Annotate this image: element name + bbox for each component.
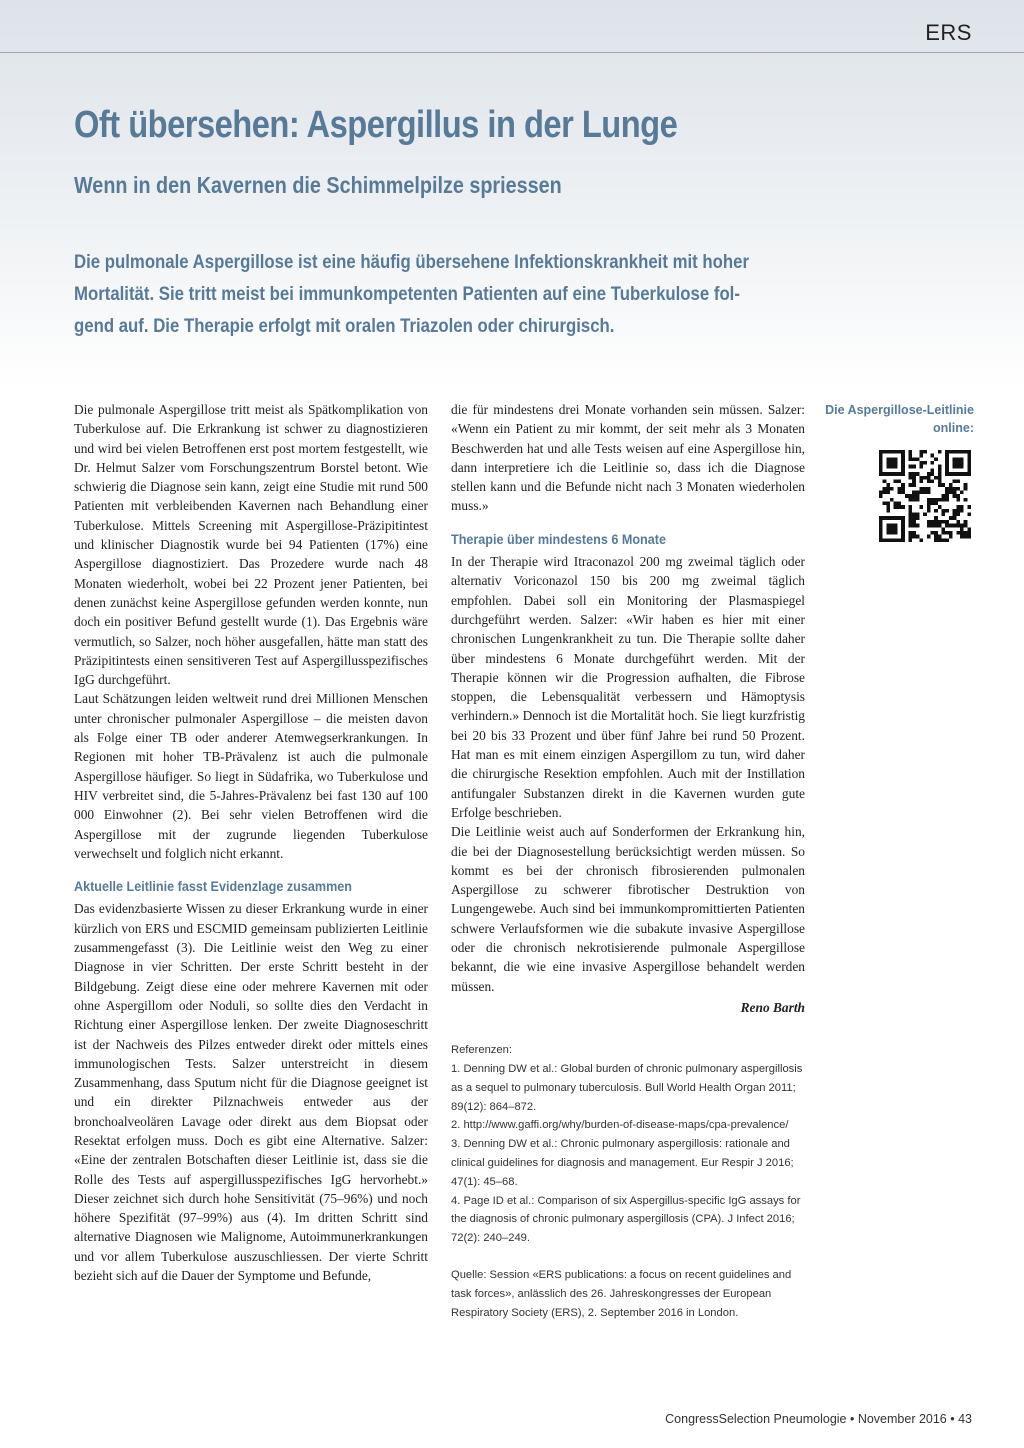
body-paragraph: die für mindestens drei Monate vorhanden sein müssen. Salzer: «Wenn ein Patient zu mir kommt, der seit mehr als 3 Monaten Beschwerden hat und alle Tests weisen auf eine Aspergillose hin, dann interpretiere ich die Leitlinie so, dass ich die Diagnose stellen kann und die Befunde nicht nach 3 Monaten wiederholen muss.» (451, 402, 805, 514)
body-paragraph: Das evidenzbasierte Wissen zu dieser Erkrankung wurde in einer kürzlich von ERS und ESCMID gemeinsam publizierten Leitlinie zusammengefasst (3). Die Leitlinie weist den Weg zu einer Diagnose in vier Schritten. Der erste Schritt besteht in der Bildgebung. Zeigt diese eine oder mehrere Kavernen mit oder ohne Aspergillom oder Noduli, so sollte dies den Verdacht in Richtung einer Aspergillose lenken. Der zweite Diagnoseschritt ist der Nachweis des Pilzes entweder direkt oder mittels eines immunologischen Tests. Salzer unterstreicht in diesem Zusammenhang, dass Sputum nicht für die Diagnose geeignet ist und ein direkter Pilznachweis entweder aus der bronchoalveolären Lavage oder direkt aus dem Biopsat oder Resektat erfolgen muss. Doch es gibt eine Alternative. Salzer: «Eine der zentralen Botschaften dieser Leitlinie ist, dass sie die Rolle des Tests auf aspergillusspezifisches IgG hervorhebt.» Dieser zeichnet sich durch hohe Sensitivität (75–96%) und noch höhere Spezifität (97–99%) aus (4). Im dritten Schritt sind alternative Diagnosen wie Malignome, Autoimmunerkrankungen und vor allem Tuberkulose auszuschliessen. Der vierte Schritt bezieht sich auf die Dauer der Symptome und Befunde, (74, 901, 428, 1284)
article-subtitle: Wenn in den Kavernen die Schimmelpilze spriessen (74, 172, 562, 198)
qr-code-icon[interactable] (879, 450, 971, 542)
page-footer: CongressSelection Pneumologie • November 2016 • 43 (665, 1412, 972, 1426)
lead-line: Die pulmonale Aspergillose ist eine häufig übersehene Infektionskrankheit mit hoher (74, 251, 749, 273)
body-paragraph: Die pulmonale Aspergillose tritt meist als Spätkomplikation von Tuberkulose auf. Die Erkrankung ist schwer zu diagnostizieren und wird bei vielen Betroffenen erst post mortem festgestellt, wie Dr. Helmut Salzer vom Forschungszentrum Borstel betont. Wie schwierig die Diagnose sein kann, zeigt eine Studie mit rund 500 Patienten mit verbleibenden Kavernen nach Behandlung einer Tuberkulose. Mittels Screening mit Aspergillose-Präzipitintest und klinischer Diagnostik wurde bei 94 Patienten (17%) eine Aspergillose diagnostiziert. Das Prozedere wurde nach 48 Monaten wiederholt, wobei bei 22 Prozent jener Patienten, bei denen zunächst keine Aspergillose gefunden werden konnte, nun doch ein positiver Befund gestellt wurde (1). Das Ergebnis wäre vermutlich, so Salzer, noch höher ausgefallen, hätte man statt des Präzipitintests einen sensitiveren Test auf Aspergillusspezifisches IgG durchgeführt. (74, 402, 428, 688)
body-paragraph: In der Therapie wird Itraconazol 200 mg zweimal täglich oder alternativ Voriconazol 150 bis 200 mg zweimal täglich empfohlen. Dabei soll ein Monitoring der Plasmaspiegel durchgeführt werden. Salzer: «Wir haben es hier mit einer chronischen Lungenkrankheit zu tun. Die Therapie sollte daher über mindestens 6 Monate durchgeführt werden. Mit der Therapie können wir die Progression aufhalten, die Fibrose stoppen, die Lebensqualität verbessern und Hämoptysis verhindern.» Dennoch ist die Mortalität hoch. Sie liegt kurzfristig bei 20 bis 33 Prozent und über fünf Jahre bei rund 50 Prozent. Hat man es mit einem einzigen Aspergillom zu tun, wird daher die chirurgische Resektion empfohlen. Auch mit der Instillation antifungaler Substanzen direkt in die Kavernen wurden gute Erfolge beschrieben. (451, 554, 805, 820)
lead-line: Mortalität. Sie tritt meist bei immunkompetenten Patienten auf eine Tuberkulose fol- (74, 283, 740, 305)
source-note: Quelle: Session «ERS publications: a focus on recent guidelines and task forces», anlässlich des 26. Jahreskongresses der European Respiratory Society (ERS), 2. September 2016 in London. (451, 1268, 792, 1319)
section-heading: Aktuelle Leitlinie fasst Evidenzlage zusammen (74, 878, 352, 895)
references-list (451, 1041, 805, 1322)
reference-item[interactable]: 2. http://www.gaffi.org/why/burden-of-disease-maps/cpa-prevalence/ (451, 1119, 789, 1132)
section-tag: ERS (925, 20, 972, 45)
body-paragraph: Laut Schätzungen leiden weltweit rund drei Millionen Menschen unter chronischer pulmonaler Aspergillose – die meisten davon als Folge einer TB oder anderer Atemwegserkrankungen. In Regionen mit hoher TB-Prävalenz ist auch die pulmonale Aspergillose häufiger. So liegt in Südafrika, wo Tuberkulose und HIV verbreitet sind, die 5-Jahres-Prävalenz bei fast 130 auf 100 000 Einwohner (2). Bei sehr vielen Betroffenen wird die Aspergillose mit der zugrunde liegenden Tuberkulose verwechselt und folglich nicht erkannt. (74, 691, 428, 861)
reference-item: 3. Denning DW et al.: Chronic pulmonary aspergillosis: rationale and clinical guidelines for diagnosis and management. Eur Respir J 2016; 47(1): 45–68. (451, 1138, 794, 1188)
body-paragraph: Die Leitlinie weist auch auf Sonderformen der Erkrankung hin, die bei der Diagnosestellung berücksichtigt werden müssen. So kommt es bei der chronisch fibrosierenden pulmonalen Aspergillose zu schwerer fibrotischer Destruktion von Lungengewebe. Auch sind bei immunkompromittierten Patienten schwere Verlaufsformen wie die subakute invasive Aspergillose oder die chronisch nekrotisierende pulmonale Aspergillose bekannt, die wie eine invasive Aspergillose behandelt werden müssen. (451, 824, 805, 994)
reference-item: 4. Page ID et al.: Comparison of six Aspergillus-specific IgG assays for the diagnosis of chronic pulmonary aspergillosis (CPA). J Infect 2016; 72(2): 240–249. (451, 1194, 801, 1245)
author-byline: Reno Barth (740, 999, 805, 1015)
body-column-left (74, 400, 428, 1285)
section-heading: Therapie über mindestens 6 Monate (451, 530, 666, 547)
reference-item: 1. Denning DW et al.: Global burden of chronic pulmonary aspergillosis as a sequel to pulmonary tuberculosis. Bull World Health Organ 2011; 89(12): 864–872. (451, 1063, 803, 1113)
lead-line: gend auf. Die Therapie erfolgt mit oralen Triazolen oder chirurgisch. (74, 315, 615, 337)
article-lead (74, 246, 859, 342)
article-title: Oft übersehen: Aspergillus in der Lunge (74, 104, 678, 146)
header-divider (0, 52, 1024, 53)
qr-caption: Die Aspergillose-Leitlinie online: (825, 403, 974, 435)
references-heading: Referenzen: (451, 1044, 512, 1057)
body-column-middle (451, 400, 805, 1322)
